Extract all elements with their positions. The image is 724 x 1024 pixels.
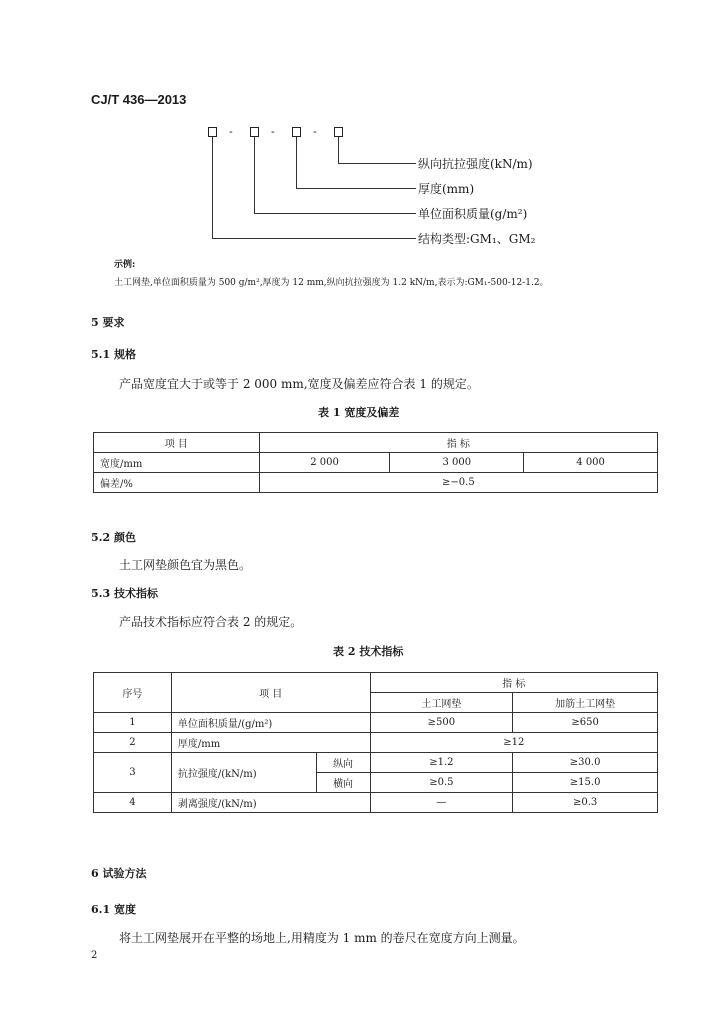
table-row bbox=[94, 713, 658, 733]
table-cell: ≥−0.5 bbox=[259, 473, 657, 493]
example-text: 土工网垫,单位面积质量为 500 g/m²,厚度为 12 mm,纵向抗拉强度为 1.2 kN/m,表示为:GM₁-500-12-1.2。 bbox=[114, 278, 549, 288]
code-dash: - bbox=[313, 125, 317, 138]
table-cell: 4 bbox=[94, 793, 172, 813]
table-row bbox=[94, 673, 658, 693]
table-cell: ≥0.5 bbox=[370, 773, 513, 793]
table-header-cell: 土工网垫 bbox=[370, 693, 513, 713]
table-technical-indicators bbox=[93, 672, 658, 813]
leader-line bbox=[296, 188, 416, 189]
standard-code: CJ/T 436—2013 bbox=[91, 92, 187, 107]
table-cell: 单位面积质量/(g/m²) bbox=[171, 713, 370, 733]
table-cell: 抗拉强度/(kN/m) bbox=[171, 753, 316, 793]
leader-line bbox=[296, 137, 297, 189]
table-cell: 剥离强度/(kN/m) bbox=[171, 793, 370, 813]
table-cell: 2 bbox=[94, 733, 172, 753]
section-heading: 5.2 颜色 bbox=[91, 531, 136, 544]
section-heading: 5.1 规格 bbox=[91, 348, 136, 361]
table-row bbox=[94, 733, 658, 753]
table-row bbox=[94, 453, 658, 473]
table-cell: ≥500 bbox=[370, 713, 513, 733]
table-header-cell: 指 标 bbox=[259, 433, 657, 453]
table-row bbox=[94, 753, 658, 773]
code-label-mass: 单位面积质量(g/m²) bbox=[418, 207, 528, 221]
table-cell: ≥15.0 bbox=[513, 773, 658, 793]
code-box-1 bbox=[208, 127, 217, 137]
table-cell: 3 bbox=[94, 753, 172, 793]
table-header-cell: 项 目 bbox=[94, 433, 260, 453]
table-width-tolerance bbox=[93, 432, 658, 493]
leader-line bbox=[338, 137, 339, 164]
table-header-cell: 序号 bbox=[94, 673, 172, 713]
leader-line bbox=[212, 137, 213, 239]
leader-line bbox=[338, 163, 416, 164]
table-cell: ≥12 bbox=[370, 733, 657, 753]
section-heading: 6 试验方法 bbox=[91, 867, 147, 880]
table-row bbox=[94, 473, 658, 493]
code-box-2 bbox=[250, 127, 259, 137]
leader-line bbox=[254, 213, 416, 214]
table-cell: 厚度/mm bbox=[171, 733, 370, 753]
paragraph: 产品宽度宜大于或等于 2 000 mm,宽度及偏差应符合表 1 的规定。 bbox=[119, 377, 479, 391]
table-caption: 表 2 技术指标 bbox=[333, 645, 404, 658]
section-heading: 5.3 技术指标 bbox=[91, 587, 158, 600]
table-cell: 纵向 bbox=[316, 753, 370, 773]
table-cell: ≥0.3 bbox=[513, 793, 658, 813]
paragraph: 将土工网垫展开在平整的场地上,用精度为 1 mm 的卷尺在宽度方向上测量。 bbox=[119, 931, 525, 945]
table-header-cell: 加筋土工网垫 bbox=[513, 693, 658, 713]
code-label-type: 结构类型:GM₁、GM₂ bbox=[418, 232, 536, 246]
table-cell: 偏差/% bbox=[94, 473, 260, 493]
paragraph: 产品技术指标应符合表 2 的规定。 bbox=[119, 615, 303, 629]
table-cell: 2 000 bbox=[259, 453, 390, 473]
code-box-4 bbox=[334, 127, 343, 137]
table-cell: — bbox=[370, 793, 513, 813]
code-label-thickness: 厚度(mm) bbox=[418, 182, 475, 196]
code-dash: - bbox=[271, 125, 275, 138]
section-heading: 6.1 宽度 bbox=[91, 903, 136, 916]
table-header-cell: 项 目 bbox=[171, 673, 370, 713]
table-cell: 横向 bbox=[316, 773, 370, 793]
table-cell: 1 bbox=[94, 713, 172, 733]
table-header-cell: 指 标 bbox=[370, 673, 657, 693]
leader-line bbox=[254, 137, 255, 214]
code-dash: - bbox=[229, 125, 233, 138]
table-caption: 表 1 宽度及偏差 bbox=[318, 406, 400, 419]
code-label-tensile: 纵向抗拉强度(kN/m) bbox=[418, 157, 533, 171]
table-cell: 3 000 bbox=[390, 453, 524, 473]
leader-line bbox=[212, 238, 416, 239]
section-heading: 5 要求 bbox=[91, 316, 125, 329]
example-label: 示例: bbox=[114, 260, 136, 270]
code-box-3 bbox=[292, 127, 301, 137]
table-cell: ≥650 bbox=[513, 713, 658, 733]
table-cell: ≥30.0 bbox=[513, 753, 658, 773]
table-cell: ≥1.2 bbox=[370, 753, 513, 773]
page-number: 2 bbox=[91, 950, 98, 961]
table-cell: 4 000 bbox=[524, 453, 658, 473]
table-row bbox=[94, 793, 658, 813]
table-cell: 宽度/mm bbox=[94, 453, 260, 473]
table-row bbox=[94, 433, 658, 453]
paragraph: 土工网垫颜色宜为黑色。 bbox=[119, 558, 252, 572]
